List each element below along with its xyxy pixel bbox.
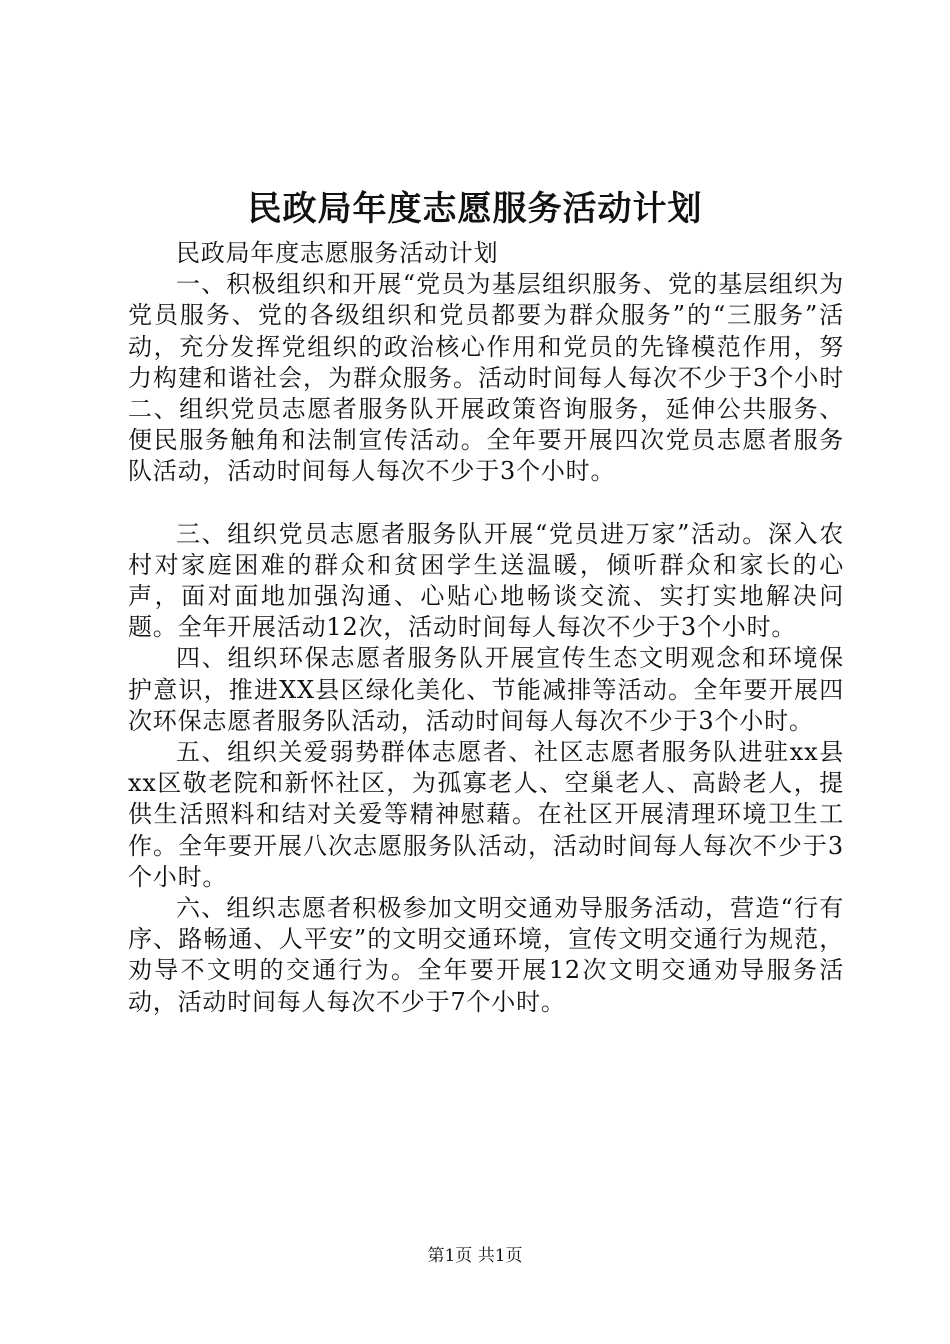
paragraph-3: 三、组织党员志愿者服务队开展“党员进万家”活动。深入农村对家庭困难的群众和贫困学生送温暖，倾听群众和家长的心声，面对面地加强沟通、心贴心地畅谈交流、实打实地解决问题。全年开展活动12次，活动时间每人每次不少于3个小时。 [128, 519, 844, 642]
paragraph-5: 五、组织关爱弱势群体志愿者、社区志愿者服务队进驻xx县xx区敬老院和新怀社区，为孤寡老人、空巢老人、高龄老人，提供生活照料和结对关爱等精神慰藉。在社区开展清理环境卫生工作。全年要开展八次志愿服务队活动，活动时间每人每次不少于3个小时。 [128, 738, 844, 891]
paragraph-6: 六、组织志愿者积极参加文明交通劝导服务活动，营造“行有序、路畅通、人平安”的文明交通环境，宣传文明交通行为规范，劝导不文明的交通行为。全年要开展12次文明交通劝导服务活动，活动时间每人每次不少于7个小时。 [128, 894, 844, 1016]
document-body [128, 238, 844, 1018]
page-title: 民政局年度志愿服务活动计划 [247, 189, 703, 229]
document-subtitle: 民政局年度志愿服务活动计划 [176, 239, 499, 267]
paragraph-4: 四、组织环保志愿者服务队开展宣传生态文明观念和环境保护意识，推进XX县区绿化美化、节能减排等活动。全年要开展四次环保志愿者服务队活动，活动时间每人每次不少于3个小时。 [128, 644, 844, 735]
page-footer: 第1页 共1页 [427, 1246, 523, 1266]
paragraph-1: 一、积极组织和开展“党员为基层组织服务、党的基层组织为党员服务、党的各级组织和党员都要为群众服务”的“三服务”活动，充分发挥党组织的政治核心作用和党员的先锋模范作用，努力构建和谐社会，为群众服务。活动时间每人每次不少于3个小时二、组织党员志愿者服务队开展政策咨询服务，延伸公共服务、便民服务触角和法制宣传活动。全年要开展四次党员志愿者服务队活动，活动时间每人每次不少于3个小时。 [128, 270, 844, 486]
